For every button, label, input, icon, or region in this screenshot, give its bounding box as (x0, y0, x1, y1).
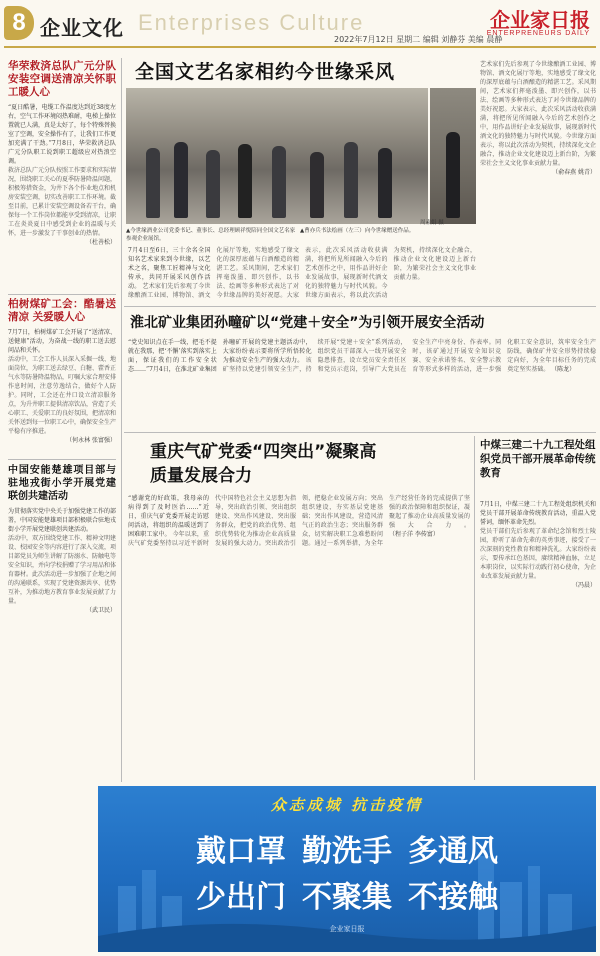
zhongmei-article (480, 500, 596, 780)
section-title-en: Enterprises Culture (138, 10, 365, 35)
article-baishu (8, 298, 116, 456)
newspaper-logo-en: ENTERPRENEURS DAILY (486, 30, 590, 37)
ad-slogan: 戴口罩 (196, 834, 286, 869)
divider (8, 459, 116, 460)
byline: （冯晨） (571, 582, 596, 589)
byline: （何永林 张富强） (66, 437, 116, 444)
photo-caption: ▲曹亦兵书法绘画（左三）向今世缘赠送作品。 (300, 228, 415, 234)
article-body-cont: 艺术家们先后参观了今世缘酿酒工业园、博物馆、酒文化展厅等地，实地感受了缘文化的深厚底蕴与白酒酿造的精湛工艺。采风期间，艺术家们挥毫泼墨、即兴创作，以书法、绘画等多种形式表达了对今世缘品牌的美好祝愿。大家表示，此次采风活动收获满满，将把所见所闻融入今后的艺术创作之中，用作品讲好企业发展故事，展现新时代酒文化的独特魅力与时代风貌。今世缘方面表示，将以此次活动为契机，持续深化文企融合，推动企业文化建设迈上新台阶，为繁荣社会主义文化事业贡献力量。 (128, 247, 476, 299)
ad-slogan: 不接触 (408, 880, 498, 915)
article-body-cont: 今年以来，重庆气矿党委坚持以习近平新时代中国特色社会主义思想为指导，突出政治引领、突出组织建设、突出作风建设、突出服务群众，把党的政治优势、组织优势转化为推动企业高质量发展的强大动力。突出政治引领，把稳企业发展方向；突出组织建设，夯实基层党建基础；突出作风建设，营造风清气正的政治生态；突出服务群众，切实解决职工急难愁盼问题。通过一系列举措，为全年生产经营任务的完成提供了坚强的政治保障和组织保证，凝聚起了推动企业高质量发展的强大合力。 (128, 495, 470, 547)
article-body: 7月4日至6日，三十余名全国知名艺术家来到今世缘，以艺术之名，聚焦工匠精神与文化传承，共同开展采风创作活动。 (128, 247, 211, 290)
dateline: 2022年7月12日 星期二 编辑 刘静芬 美编 晨静 (334, 35, 503, 44)
ad-slogan: 勤洗手 (302, 834, 392, 869)
ad-line-1 (98, 826, 596, 870)
huaibei-headline: 淮北矿业集团孙疃矿以“党建＋安全”为引领开展安全活动 (130, 315, 485, 331)
page-number: 8 (4, 6, 34, 40)
article-body: 7月1日，中煤三建二十九工程处组织机关和党员干部开展革命传统教育活动，重温入党誓词，缅怀革命先烈。 (480, 501, 596, 526)
public-service-ad (98, 786, 596, 952)
byline: （武卫民） (85, 607, 116, 614)
ad-line-2 (98, 872, 596, 916)
huaibei-article (128, 338, 596, 428)
article-body-cont: 救济总队广元分队按照工作要求和实际情况，围绕职工关心的夏季防暑降温问题，积极筹措资金，为井下各个作业地点和机房安装空调，切实改善职工工作环境。截至目前，已累计安装空调设备若干台，确保每一个工作岗位都能享受到清凉，让职工在炎炎夏日中感受到企业的温暖与关怀，进一步激发了干事创业的热情。 (8, 167, 116, 237)
byline: （杜善松） (85, 239, 116, 246)
article-body: “党史知识点在手一线，把毛不提就在我那，把‘不懈’落实到落实上面，保证我们的工作安全状态……”7月4日，在淮北矿业集团孙疃矿开展的党建主题活动中，大家纷纷表示要将所学所悟转化为推动安全生产的强大动力。 (128, 339, 312, 373)
ad-footer: 企业家日报 (329, 925, 365, 933)
article-body: 为贯彻落实党中央关于加强党建工作的部署，中国安能楚雄项目部积极联合驻地戎街小学开展党建联创共建活动。 (8, 508, 116, 533)
header-rule (4, 46, 596, 48)
column-divider (474, 436, 475, 780)
headline: 华荣救済总队广元分队安装空调送清凉关怀职工暖人心 (8, 60, 116, 98)
main-article-continued (480, 60, 596, 300)
article-body: “感谢党的好政策，我母亲的病得到了及时医治……”近日，重庆气矿党委开展走访慰问活动，将组织的温暖送到了困难职工家中。 (128, 495, 209, 538)
article-body-cont: 活动中，工会工作人员深入采掘一线、地面岗位，为职工送去绿豆、白糖、藿香正气水等防暑降温物品，叮嘱大家合理安排作息时间，注意劳逸结合，做好个人防护。同时，工会还在井口设立清凉服务点，为升井职工提供清凉饮品，营造了关心职工、关爱职工的良好氛围，把清凉和关怀送到每一位职工心中，确保安全生产平稳有序推进。 (8, 356, 116, 435)
chongqing-article (128, 494, 470, 780)
article-huarong (8, 60, 116, 292)
article-zhongguo-anneng (8, 464, 116, 780)
photo-credit: 周素娟 摄 (420, 220, 444, 226)
photo-caption: ▲今世缘酒业公司党委书记、董事长、总经理顾祥悦陪同全国文艺名家参观企业展馆。 (126, 228, 296, 242)
ad-slogan: 多通风 (408, 834, 498, 869)
zhongmei-headline: 中煤三建二十九工程处组织党员干部开展革命传统教育 (480, 439, 596, 479)
ad-slogan-top: 众志成城 抗击疫情 (270, 796, 424, 814)
main-headline: 全国文艺名家相约今世缘采风 (135, 61, 396, 83)
page-header (0, 0, 600, 58)
article-body-cont: 党员干部们先后参观了革命纪念馆和烈士陵园，聆听了革命先辈的英勇事迹，接受了一次深刻的党性教育和精神洗礼。大家纷纷表示，要传承红色基因，赓续精神血脉，立足本职岗位，以实际行动践行初心使命，为企业改革发展贡献力量。 (480, 528, 596, 580)
headline: 中国安能楚雄项目部与驻地戎街小学开展党建联创共建活动 (8, 465, 116, 502)
byline: （陈龙） (551, 366, 576, 373)
ad-slogan: 不聚集 (302, 880, 392, 915)
column-divider (121, 58, 122, 782)
article-body-cont: 该矿坚持以党建引领安全生产，持续开展“党建＋安全”系列活动，组织党员干部深入一线开展安全隐患排查，设立党员安全责任区和党员示范岗，引导广大党员在安全生产中亮身份、作表率。同时，该矿通过开展安全知识竞赛、安全承诺签名、安全警示教育等形式多样的活动，进一步强化职工安全意识，筑牢安全生产防线，确保矿井安全形势持续稳定向好，为全年目标任务的完成奠定坚实基础。 (222, 339, 596, 373)
headline: 柏树煤矿工会：酷暑送清凉 关爱暖人心 (8, 298, 116, 323)
ad-slogan: 少出门 (196, 880, 286, 915)
section-title: 企业文化 (40, 16, 124, 40)
divider (8, 294, 116, 295)
article-body-cont: 活动中，双方围绕党建工作、精神文明建设、校园安全等内容进行了深入交流，项目部党员为师生讲解了防溺水、防触电等安全知识，并向学校捐赠了学习用品和体育器材。此次活动进一步加强了企地之间的沟通联系，实现了党建资源共享、优势互补，为推动地方教育事业发展贡献了力量。 (8, 535, 116, 605)
main-photo (126, 88, 428, 224)
article-body: “夏日酷暑，电缆工作温度达到近38度左右，空气工作环境闷热难耐，电梯上操位置就已人满，真是太好了，每个特殊替换室了空调，安全操作有了，让我们工作更加充满了干劲。”7月8日，华荣救済总队广元分队职工说到职工超级应对热浪空调。 (8, 104, 116, 165)
divider (124, 306, 596, 307)
newspaper-logo: 企业家日报 (490, 8, 590, 32)
divider (124, 432, 596, 433)
byline: （程子洋 李传富） (389, 531, 439, 538)
main-article-body (128, 246, 476, 304)
chongqing-headline: 重庆气矿党委“四突出”凝聚高质量发展合力 (150, 442, 377, 486)
article-body: 7月7日，柏树煤矿工会开展了“送清凉、送健康”活动，为奋战一线的职工送去慰问品和关怀。 (8, 329, 116, 354)
byline: （俞春燕 姚青） (552, 169, 596, 176)
article-body-cont: 艺术家们先后参观了今世缘酿酒工业园、博物馆、酒文化展厅等地，实地感受了缘文化的深厚底蕴与白酒酿造的精湛工艺。采风期间，艺术家们挥毫泼墨、即兴创作，以书法、绘画等多种形式表达了对今世缘品牌的美好祝愿。大家表示，此次采风活动收获满满，将把所见所闻融入今后的艺术创作之中，用作品讲好企业发展故事，展现新时代酒文化的独特魅力与时代风貌。今世缘方面表示，将以此次活动为契机，持续深化文企融合，推动企业文化建设迈上新台阶，为繁荣社会主义文化事业贡献力量。 (480, 61, 596, 167)
side-photo (430, 88, 476, 224)
